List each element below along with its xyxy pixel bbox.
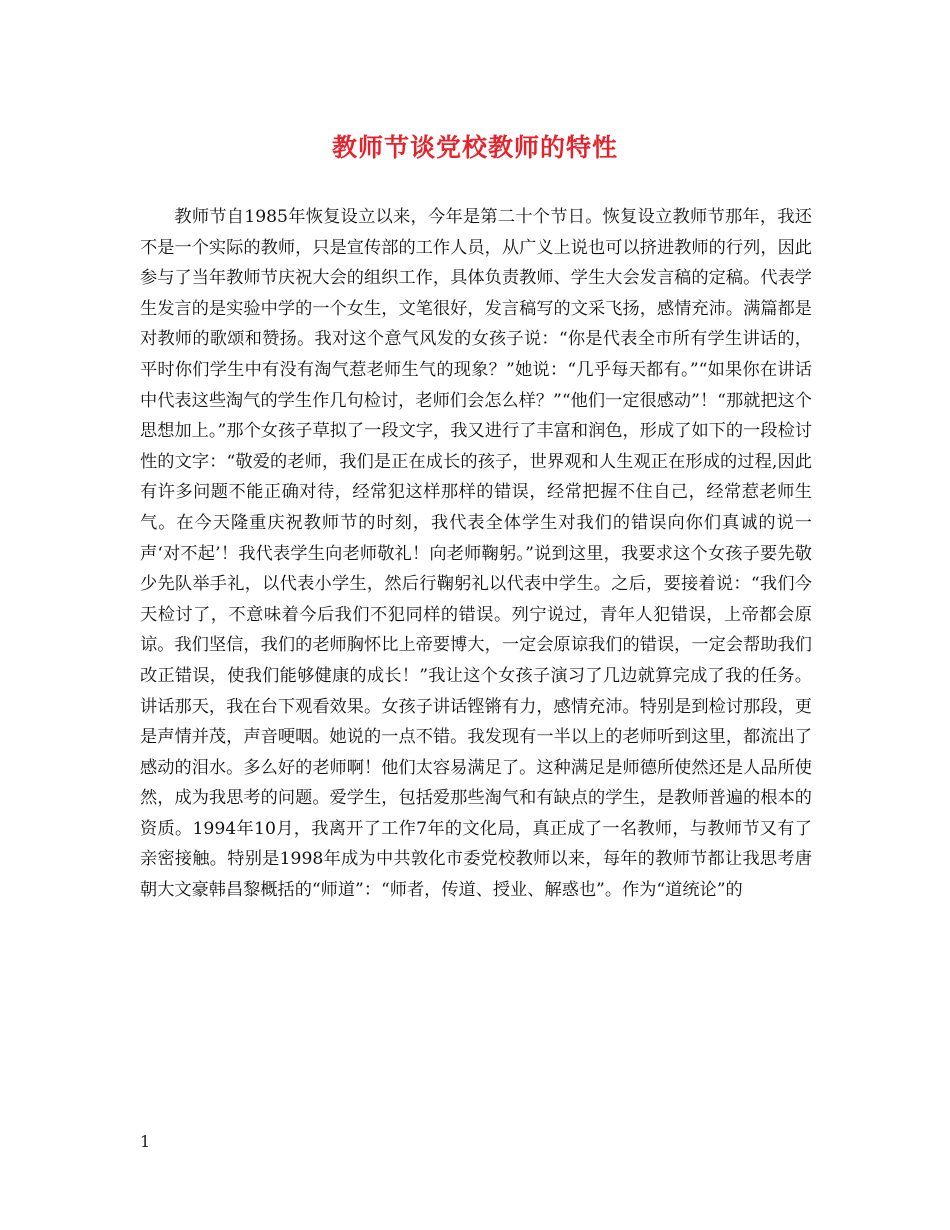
- document-title: 教师节谈党校教师的特性: [331, 133, 618, 162]
- body-paragraph: 教师节自1985年恢复设立以来，今年是第二十个节日。恢复设立教师节那年，我还不是一个实际的教师，只是宣传部的工作人员，从广义上说也可以挤进教师的行列，因此参与了当年教师节庆祝大会的组织工作，具体负责教师、学生大会发言稿的定稿。代表学生发言的是实验中学的一个女生，文笔很好，发言稿写的文采飞扬，感情充沛。满篇都是对教师的歌颂和赞扬。我对这个意气风发的女孩子说：“你是代表全市所有学生讲话的，平时你们学生中有没有淘气惹老师生气的现象？”她说：“几乎每天都有。”“如果你在讲话中代表这些淘气的学生作几句检讨，老师们会怎么样？”“他们一定很感动”！“那就把这个思想加上。”那个女孩子草拟了一段文字，我又进行了丰富和润色，形成了如下的一段检讨性的文字：“敬爱的老师，我们是正在成长的孩子，世界观和人生观正在形成的过程,因此有许多问题不能正确对待，经常犯这样那样的错误，经常把握不住自己，经常惹老师生气。在今天隆重庆祝教师节的时刻，我代表全体学生对我们的错误向你们真诚的说一声‘对不起’！我代表学生向老师敬礼！向老师鞠躬。”说到这里，我要求这个女孩子要先敬少先队举手礼，以代表小学生，然后行鞠躬礼以代表中学生。之后，要接着说：“我们今天检讨了，不意味着今后我们不犯同样的错误。列宁说过，青年人犯错误，上帝都会原谅。我们坚信，我们的老师胸怀比上帝要博大，一定会原谅我们的错误，一定会帮助我们改正错误，使我们能够健康的成长！”我让这个女孩子演习了几边就算完成了我的任务。讲话那天，我在台下观看效果。女孩子讲话铿锵有力，感情充沛。特别是到检讨那段，更是声情并茂，声音哽咽。她说的一点不错。我发现有一半以上的老师听到这里，都流出了感动的泪水。多么好的老师啊！他们太容易满足了。这种满足是师德所使然还是人品所使然，成为我思考的问题。爱学生，包括爱那些淘气和有缺点的学生，是教师普遍的根本的资质。1994年10月，我离开了工作7年的文化局，真正成了一名教师，与教师节又有了亲密接触。特别是1998年成为中共敦化市委党校教师以来，每年的教师节都让我思考唐朝大文豪韩昌黎概括的“师道”：“师者，传道、授业、解惑也”。作为“道统论”的: [140, 207, 812, 901]
- page-number: 1: [140, 1132, 151, 1151]
